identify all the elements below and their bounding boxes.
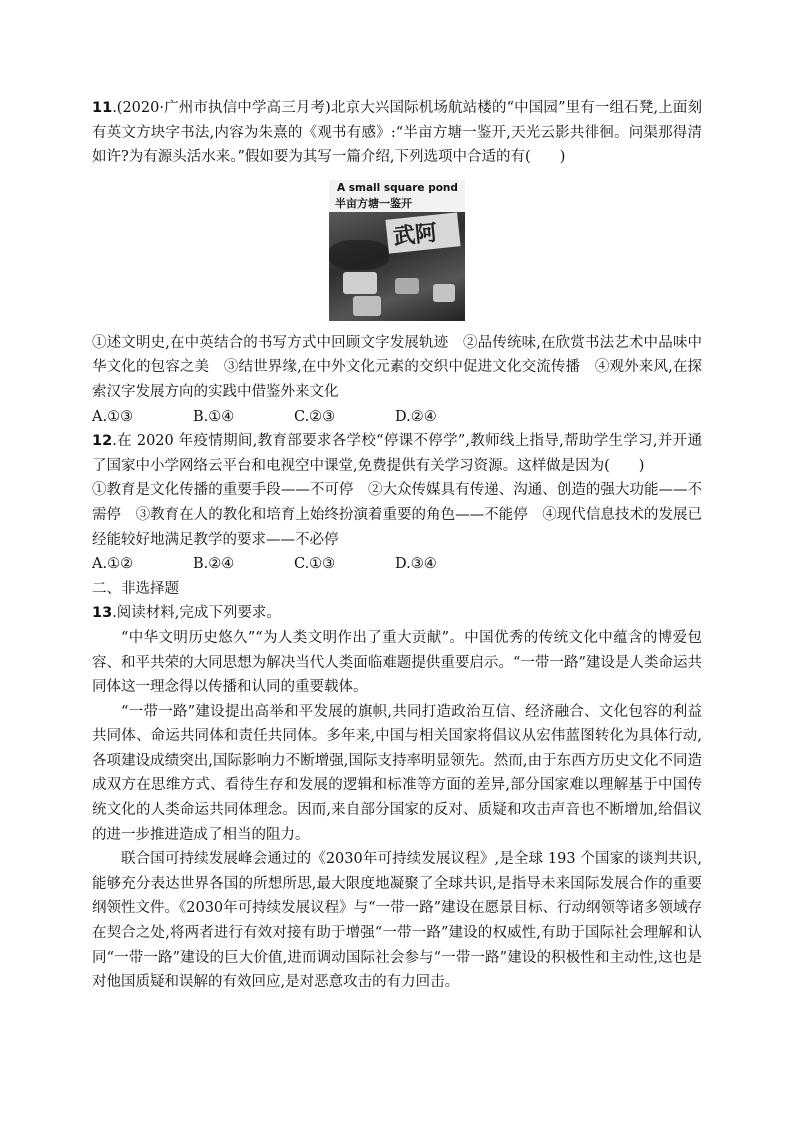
stone-stool-photo <box>329 180 465 321</box>
question-12-text: .在 2020 年疫情期间,教育部要求各学校“停课不停学”,教师线上指导,帮助学生学习,并开通了国家中小学网络云平台和电视空中课堂,免费提供有关学习资源。这样做是因为( ) <box>92 433 702 474</box>
section-title: 二、非选择题 <box>92 580 179 597</box>
stone-stool <box>433 284 455 302</box>
stone-stool <box>353 296 381 316</box>
stone-stool <box>395 278 419 294</box>
option-b[interactable]: B.①④ <box>193 408 235 425</box>
option-a[interactable]: A.①② <box>92 556 134 573</box>
option-c[interactable]: C.①③ <box>294 556 336 573</box>
question-13-text: .阅读材料,完成下列要求。 <box>112 605 281 622</box>
question-13-stem <box>92 601 702 626</box>
question-11-options <box>92 405 702 430</box>
photo-shadow <box>329 240 389 270</box>
question-12-options <box>92 552 702 577</box>
stone-stool <box>343 272 377 294</box>
photo-calligraphy-text: 武阿 <box>391 219 439 251</box>
photo-chinese-text: 半亩方塘一鉴开 <box>335 196 412 210</box>
question-11-number: 11 <box>92 100 113 116</box>
question-11-statements: ①述文明史,在中英结合的书写方式中回顾文字发展轨迹 ②品传统味,在欣赏书法艺术中品味中华文化的包容之美 ③结世界缘,在中外文化元素的交织中促进文化交流传播 ④观外来风,在探索汉字发展方向的实践中借鉴外来文化 <box>92 334 702 400</box>
option-d[interactable]: D.②④ <box>395 408 437 425</box>
document-page <box>92 96 702 995</box>
question-11-text: .(2020·广州市执信中学高三月考)北京大兴国际机场航站楼的“中国园”里有一组石凳,上面刻有英文方块字书法,内容为朱熹的《观书有感》:“半亩方塘一鉴开,天光云影共徘徊。问渠那得清如许?为有源头活水来。”假如要为其写一篇介绍,下列选项中合适的有( ) <box>92 100 702 166</box>
option-a[interactable]: A.①③ <box>92 408 134 425</box>
material-paragraph: “中华文明历史悠久”“为人类文明作出了重大贡献”。中国优秀的传统文化中蕴含的博爱包容、和平共荣的大同思想为解决当代人类面临难题提供重要启示。“一带一路”建设是人类命运共同体这一理念得以传播和认同的重要载体。 <box>92 629 702 696</box>
photo-english-text: A small square pond <box>337 181 458 194</box>
question-11-stem <box>92 96 702 170</box>
option-c[interactable]: C.②③ <box>294 408 336 425</box>
question-13-number: 13 <box>92 605 113 622</box>
material-paragraph: 联合国可持续发展峰会通过的《2030年可持续发展议程》,是全球 193 个国家的谈判共识,能够充分表达世界各国的所想所思,最大限度地凝聚了全球共识,是指导未来国际发展合作的重要纲领性文件。《2030年可持续发展议程》与“一带一路”建设在愿景目标、行动纲领等诸多领域存在契合之处,将两者进行有效对接有助于增强“一带一路”建设的权威性,有助于国际社会理解和认同“一带一路”建设的巨大价值,进而调动国际社会参与“一带一路”建设的积极性和主动性,这也是对他国质疑和误解的有效回应,是对恶意攻击的有力回击。 <box>92 851 702 991</box>
option-b[interactable]: B.②④ <box>193 556 235 573</box>
material-paragraph: “一带一路”建设提出高举和平发展的旗帜,共同打造政治互信、经济融合、文化包容的利益共同体、命运共同体和责任共同体。多年来,中国与相关国家将倡议从宏伟蓝图转化为具体行动,各项建设成绩突出,国际影响力不断增强,国际支持率明显领先。然而,由于东西方历史文化不同造成双方在思维方式、看待生存和发展的逻辑和标准等方面的差异,部分国家难以理解基于中国传统文化的人类命运共同体理念。因而,来自部分国家的反对、质疑和攻击声音也不断增加,给倡议的进一步推进造成了相当的阻力。 <box>92 703 702 843</box>
question-12-stem <box>92 429 702 478</box>
option-d[interactable]: D.③④ <box>395 556 437 573</box>
question-12-number: 12 <box>92 433 113 450</box>
question-12-statements: ①教育是文化传播的重要手段——不可停 ②大众传媒具有传递、沟通、创造的强大功能——不需停 ③教育在人的教化和培育上始终扮演着重要的角色——不能停 ④现代信息技术的发展已经能较好地满足教学的要求——不必停 <box>92 482 702 548</box>
